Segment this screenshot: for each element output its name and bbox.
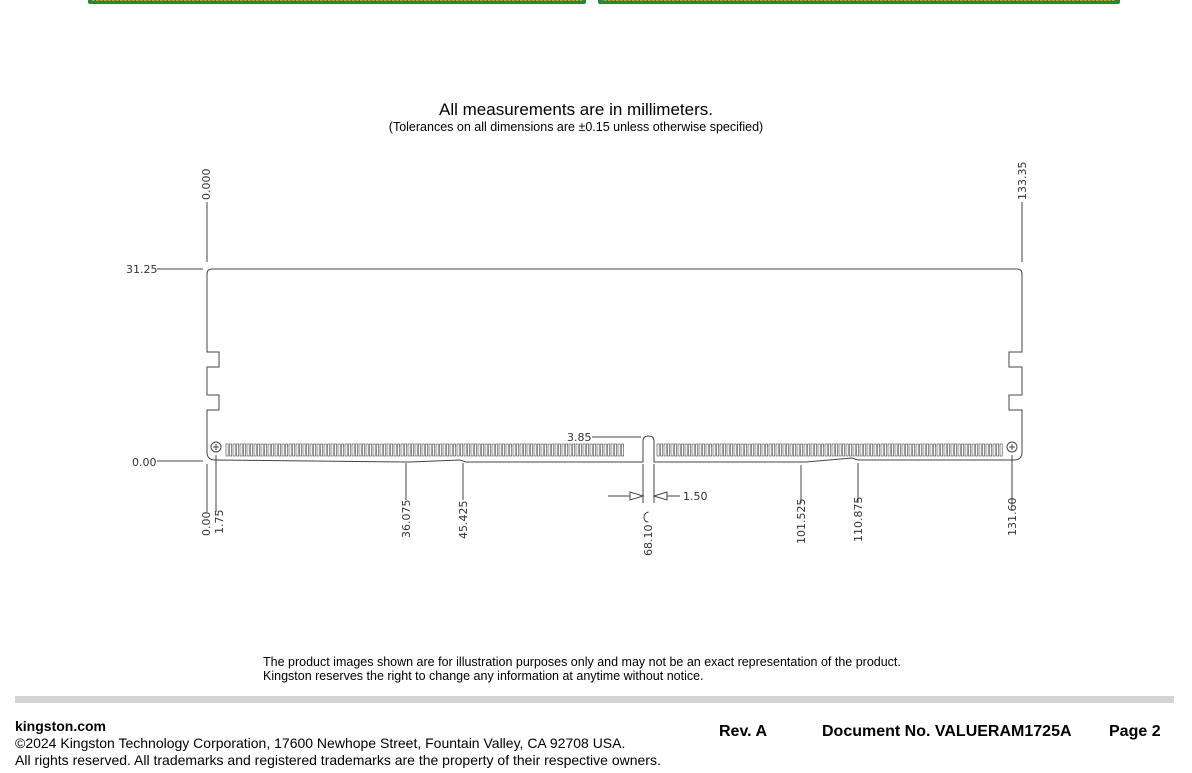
contact-finger (846, 444, 848, 456)
footer-rights: All rights reserved. All trademarks and registered trademarks are the property of their respective owners. (15, 752, 661, 768)
contact-finger (244, 444, 246, 456)
contact-finger (993, 444, 995, 456)
contact-finger (825, 444, 827, 456)
contact-finger (930, 444, 932, 456)
contact-finger (906, 444, 908, 456)
contact-finger (282, 444, 284, 456)
contact-finger (415, 444, 417, 456)
contact-finger (618, 444, 620, 456)
contact-finger (885, 444, 887, 456)
contact-finger (569, 444, 571, 456)
contact-finger (979, 444, 981, 456)
dim-baseline-left: 0.00 (132, 456, 157, 469)
dim-bottom-6810: 68.10 (642, 524, 655, 556)
contact-finger (296, 444, 298, 456)
contact-finger (815, 444, 817, 456)
contact-finger (436, 444, 438, 456)
contact-finger (254, 444, 256, 456)
contact-finger (703, 444, 705, 456)
contact-finger (801, 444, 803, 456)
dim-bottom-36075: 36.075 (400, 499, 413, 538)
contact-finger (776, 444, 778, 456)
contact-finger (384, 444, 386, 456)
contact-finger (408, 444, 410, 456)
contact-finger (685, 444, 687, 456)
contact-finger (338, 444, 340, 456)
contact-finger (720, 444, 722, 456)
contact-finger (836, 444, 838, 456)
contact-finger (976, 444, 978, 456)
contact-finger (934, 444, 936, 456)
contact-finger (317, 444, 319, 456)
contact-finger (710, 444, 712, 456)
contact-finger (387, 444, 389, 456)
contact-finger (524, 444, 526, 456)
contact-finger (745, 444, 747, 456)
contact-fingers-left (226, 444, 624, 456)
contact-finger (471, 444, 473, 456)
contact-finger (447, 444, 449, 456)
contact-finger (520, 444, 522, 456)
contact-finger (587, 444, 589, 456)
footer-page-number: Page 2 (1109, 723, 1161, 740)
contact-finger (366, 444, 368, 456)
contact-finger (527, 444, 529, 456)
contact-finger (377, 444, 379, 456)
contact-finger (738, 444, 740, 456)
contact-finger (692, 444, 694, 456)
contact-finger (356, 444, 358, 456)
contact-finger (464, 444, 466, 456)
contact-finger (576, 444, 578, 456)
contact-finger (937, 444, 939, 456)
dim-height-left: 31.25 (126, 263, 158, 276)
contact-finger (941, 444, 943, 456)
contact-finger (289, 444, 291, 456)
contact-finger (335, 444, 337, 456)
contact-finger (328, 444, 330, 456)
contact-finger (562, 444, 564, 456)
contact-finger (559, 444, 561, 456)
contact-finger (668, 444, 670, 456)
contact-finger (675, 444, 677, 456)
contact-finger (363, 444, 365, 456)
contact-finger (951, 444, 953, 456)
contact-finger (461, 444, 463, 456)
contact-finger (349, 444, 351, 456)
footer-revision: Rev. A (719, 723, 768, 740)
contact-finger (923, 444, 925, 456)
contact-finger (279, 444, 281, 456)
contact-finger (972, 444, 974, 456)
contact-finger (748, 444, 750, 456)
contact-finger (482, 444, 484, 456)
contact-finger (983, 444, 985, 456)
contact-finger (832, 444, 834, 456)
contact-finger (590, 444, 592, 456)
footer-divider (15, 696, 1174, 703)
footer-site-link[interactable]: kingston.com (15, 718, 107, 734)
dim-bottom-45425: 45.425 (457, 500, 470, 539)
contact-finger (555, 444, 557, 456)
contact-finger (622, 444, 624, 456)
contact-finger (867, 444, 869, 456)
contact-finger (457, 444, 459, 456)
contact-finger (454, 444, 456, 456)
contact-finger (902, 444, 904, 456)
contact-finger (342, 444, 344, 456)
contact-finger (359, 444, 361, 456)
contact-finger (874, 444, 876, 456)
drawing-subheading: (Tolerances on all dimensions are ±0.15 unless otherwise specified) (388, 120, 764, 134)
contact-finger (552, 444, 554, 456)
contact-finger (611, 444, 613, 456)
contact-finger (780, 444, 782, 456)
contact-finger (412, 444, 414, 456)
contact-finger (822, 444, 824, 456)
contact-fingers-right (657, 444, 1002, 456)
contact-finger (888, 444, 890, 456)
contact-finger (909, 444, 911, 456)
contact-finger (689, 444, 691, 456)
dim-bottom-101525: 101.525 (795, 498, 808, 544)
contact-finger (741, 444, 743, 456)
contact-finger (426, 444, 428, 456)
contact-finger (734, 444, 736, 456)
contact-finger (797, 444, 799, 456)
contact-finger (307, 444, 309, 456)
contact-finger (433, 444, 435, 456)
contact-finger (394, 444, 396, 456)
contact-finger (965, 444, 967, 456)
contact-finger (878, 444, 880, 456)
contact-finger (531, 444, 533, 456)
contact-finger (401, 444, 403, 456)
contact-finger (916, 444, 918, 456)
contact-finger (881, 444, 883, 456)
contact-finger (892, 444, 894, 456)
contact-finger (548, 444, 550, 456)
contact-finger (699, 444, 701, 456)
contact-finger (713, 444, 715, 456)
contact-finger (303, 444, 305, 456)
contact-finger (405, 444, 407, 456)
dim-bottom-13160: 131.60 (1006, 497, 1019, 536)
contact-finger (717, 444, 719, 456)
contact-finger (370, 444, 372, 456)
contact-finger (324, 444, 326, 456)
contact-finger (272, 444, 274, 456)
contact-finger (513, 444, 515, 456)
contact-finger (682, 444, 684, 456)
contact-finger (247, 444, 249, 456)
contact-finger (773, 444, 775, 456)
disclaimer (263, 655, 901, 683)
contact-finger (233, 444, 235, 456)
contact-finger (895, 444, 897, 456)
contact-finger (678, 444, 680, 456)
dim-bottom-000: 0.00 (200, 511, 213, 536)
contact-finger (265, 444, 267, 456)
contact-finger (583, 444, 585, 456)
contact-finger (997, 444, 999, 456)
contact-finger (268, 444, 270, 456)
contact-finger (422, 444, 424, 456)
footer-document-number: Document No. VALUERAM1725A (822, 723, 1072, 740)
footer-copyright: ©2024 Kingston Technology Corporation, 17600 Newhope Street, Fountain Valley, CA 92708 USA. (15, 735, 626, 751)
contact-finger (671, 444, 673, 456)
contact-finger (657, 444, 659, 456)
dim-notch-width: 1.50 (683, 490, 708, 503)
contact-finger (573, 444, 575, 456)
contact-finger (503, 444, 505, 456)
contact-finger (1000, 444, 1002, 456)
contact-finger (345, 444, 347, 456)
contact-finger (755, 444, 757, 456)
contact-finger (440, 444, 442, 456)
disclaimer-line-1: The product images shown are for illustration purposes only and may not be an exact representation of the product. (263, 655, 901, 669)
contact-finger (478, 444, 480, 456)
contact-finger (429, 444, 431, 456)
contact-finger (580, 444, 582, 456)
contact-finger (762, 444, 764, 456)
contact-finger (794, 444, 796, 456)
contact-finger (601, 444, 603, 456)
contact-finger (496, 444, 498, 456)
contact-finger (615, 444, 617, 456)
contact-finger (958, 444, 960, 456)
module-outline (207, 269, 1022, 462)
contact-finger (843, 444, 845, 456)
contact-finger (696, 444, 698, 456)
contact-finger (986, 444, 988, 456)
contact-finger (321, 444, 323, 456)
contact-finger (604, 444, 606, 456)
contact-finger (352, 444, 354, 456)
dim-top-left: 0.000 (200, 168, 213, 200)
contact-finger (468, 444, 470, 456)
contact-finger (251, 444, 253, 456)
contact-finger (300, 444, 302, 456)
contact-finger (944, 444, 946, 456)
contact-finger (871, 444, 873, 456)
contact-finger (261, 444, 263, 456)
contact-finger (398, 444, 400, 456)
contact-finger (538, 444, 540, 456)
contact-finger (727, 444, 729, 456)
contact-finger (955, 444, 957, 456)
contact-finger (517, 444, 519, 456)
contact-finger (380, 444, 382, 456)
contact-finger (391, 444, 393, 456)
contact-finger (724, 444, 726, 456)
contact-finger (811, 444, 813, 456)
contact-finger (731, 444, 733, 456)
contact-finger (962, 444, 964, 456)
contact-finger (790, 444, 792, 456)
contact-finger (664, 444, 666, 456)
contact-finger (839, 444, 841, 456)
contact-finger (226, 444, 228, 456)
contact-finger (706, 444, 708, 456)
contact-finger (766, 444, 768, 456)
contact-finger (608, 444, 610, 456)
contact-finger (506, 444, 508, 456)
contact-finger (314, 444, 316, 456)
contact-finger (969, 444, 971, 456)
contact-finger (534, 444, 536, 456)
contact-finger (545, 444, 547, 456)
contact-finger (783, 444, 785, 456)
contact-finger (948, 444, 950, 456)
contact-finger (857, 444, 859, 456)
contact-finger (230, 444, 232, 456)
contact-finger (804, 444, 806, 456)
contact-finger (286, 444, 288, 456)
dim-top-right: 133.35 (1016, 161, 1029, 200)
contact-finger (499, 444, 501, 456)
dim-bottom-110875: 110.875 (852, 496, 865, 542)
contact-finger (258, 444, 260, 456)
contact-finger (475, 444, 477, 456)
contact-finger (331, 444, 333, 456)
contact-finger (419, 444, 421, 456)
contact-finger (808, 444, 810, 456)
contact-finger (373, 444, 375, 456)
contact-finger (594, 444, 596, 456)
contact-finger (541, 444, 543, 456)
contact-finger (920, 444, 922, 456)
dim-bottom-175: 1.75 (213, 509, 226, 534)
contact-finger (237, 444, 239, 456)
contact-finger (913, 444, 915, 456)
contact-finger (597, 444, 599, 456)
contact-finger (661, 444, 663, 456)
contact-finger (240, 444, 242, 456)
contact-finger (860, 444, 862, 456)
drawing-heading: All measurements are in millimeters. (439, 100, 713, 119)
contact-finger (510, 444, 512, 456)
contact-finger (752, 444, 754, 456)
contact-finger (310, 444, 312, 456)
contact-finger (850, 444, 852, 456)
contact-finger (492, 444, 494, 456)
contact-finger (787, 444, 789, 456)
contact-finger (864, 444, 866, 456)
contact-finger (990, 444, 992, 456)
contact-finger (759, 444, 761, 456)
dim-notch-height: 3.85 (567, 431, 592, 444)
contact-finger (450, 444, 452, 456)
contact-finger (818, 444, 820, 456)
contact-finger (443, 444, 445, 456)
contact-finger (769, 444, 771, 456)
contact-finger (829, 444, 831, 456)
contact-finger (293, 444, 295, 456)
contact-finger (566, 444, 568, 456)
contact-finger (927, 444, 929, 456)
contact-finger (275, 444, 277, 456)
disclaimer-line-2: Kingston reserves the right to change any information at anytime without notice. (263, 669, 704, 683)
contact-finger (485, 444, 487, 456)
contact-finger (899, 444, 901, 456)
contact-finger (853, 444, 855, 456)
contact-finger (489, 444, 491, 456)
